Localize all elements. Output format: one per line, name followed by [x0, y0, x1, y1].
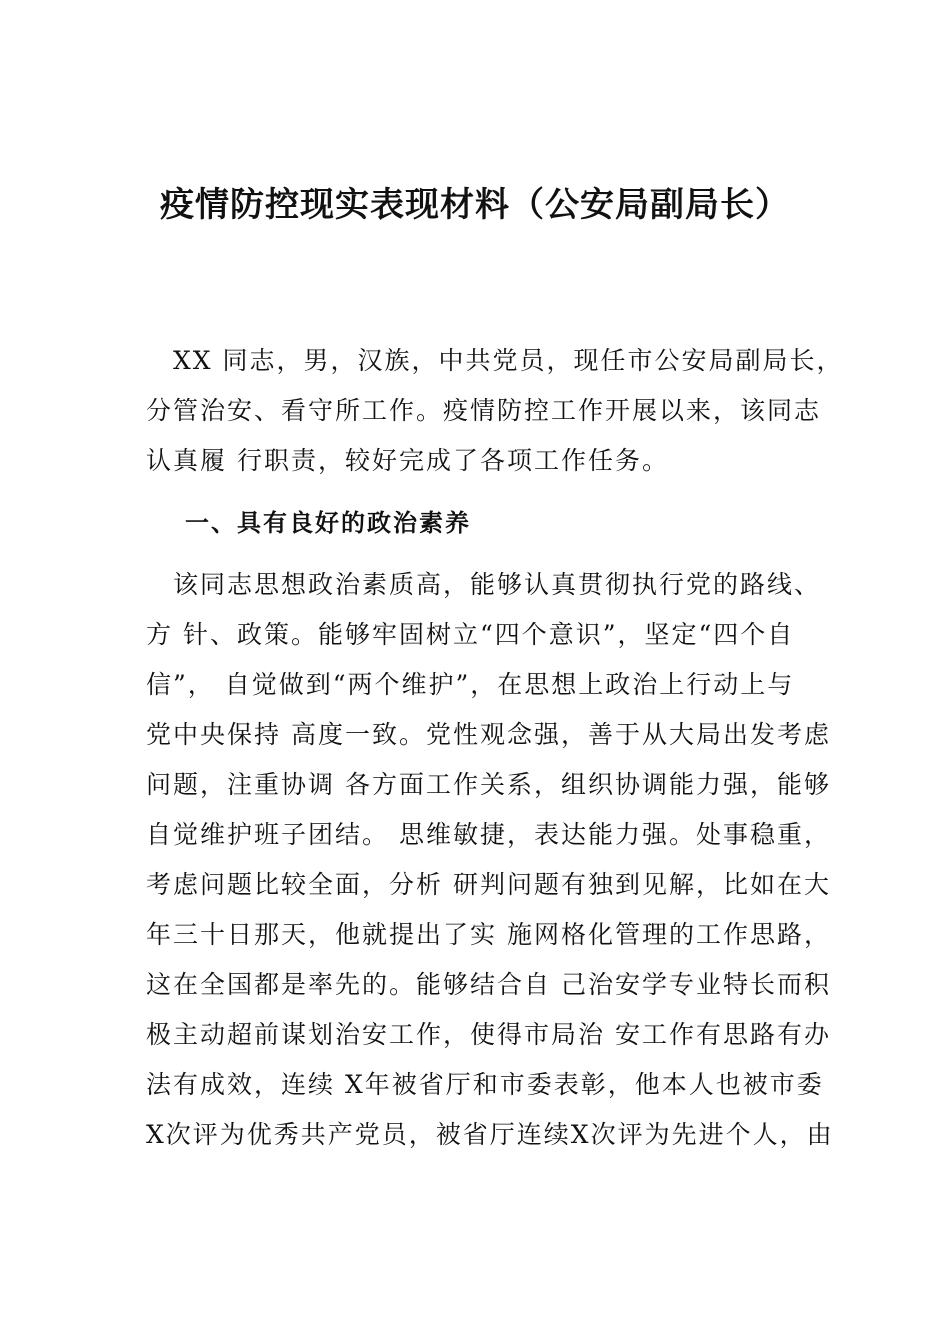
intro-line-1: XX 同志，男，汉族，中共党员，现任市公安局副局长， — [146, 346, 844, 375]
intro-line-2: 分管治安、看守所工作。疫情防控工作开展以来，该同志 — [146, 396, 822, 425]
section1-line-12: X次评为优秀共产党员，被省厅连续X次评为先进个人，由 — [146, 1120, 834, 1149]
section1-line-6: 自觉维护班子团结。 思维敏捷，表达能力强。处事稳重， — [146, 820, 831, 849]
intro-line-3: 认真履 行职责，较好完成了各项工作任务。 — [146, 446, 669, 475]
section1-line-8: 年三十日那天，他就提出了实 施网格化管理的工作思路， — [146, 920, 831, 949]
document-title: 疫情防控现实表现材料（公安局副局长） — [160, 185, 790, 225]
section1-line-2: 方 针、政策。能够牢固树立“四个意识”，坚定“四个自 — [146, 620, 795, 649]
section1-line-3: 信”， 自觉做到“两个维护”，在思想上政治上行动上与 — [146, 670, 795, 699]
section1-line-9: 这在全国都是率先的。能够结合自 己治安学专业特长而积 — [146, 970, 831, 999]
section1-line-1: 该同志思想政治素质高，能够认真贯彻执行党的路线、 — [146, 570, 822, 599]
section1-line-10: 极主动超前谋划治安工作，使得市局治 安工作有思路有办 — [146, 1020, 831, 1049]
section-heading-1: 一、具有良好的政治素养 — [185, 509, 471, 537]
section1-line-4: 党中央保持 高度一致。党性观念强，善于从大局出发考虑 — [146, 720, 831, 749]
section1-line-7: 考虑问题比较全面，分析 研判问题有独到见解，比如在大 — [146, 870, 831, 899]
section1-line-5: 问题，注重协调 各方面工作关系，组织协调能力强，能够 — [146, 770, 831, 799]
section1-line-11: 法有成效，连续 X年被省厅和市委表彰，他本人也被市委 — [146, 1070, 824, 1099]
